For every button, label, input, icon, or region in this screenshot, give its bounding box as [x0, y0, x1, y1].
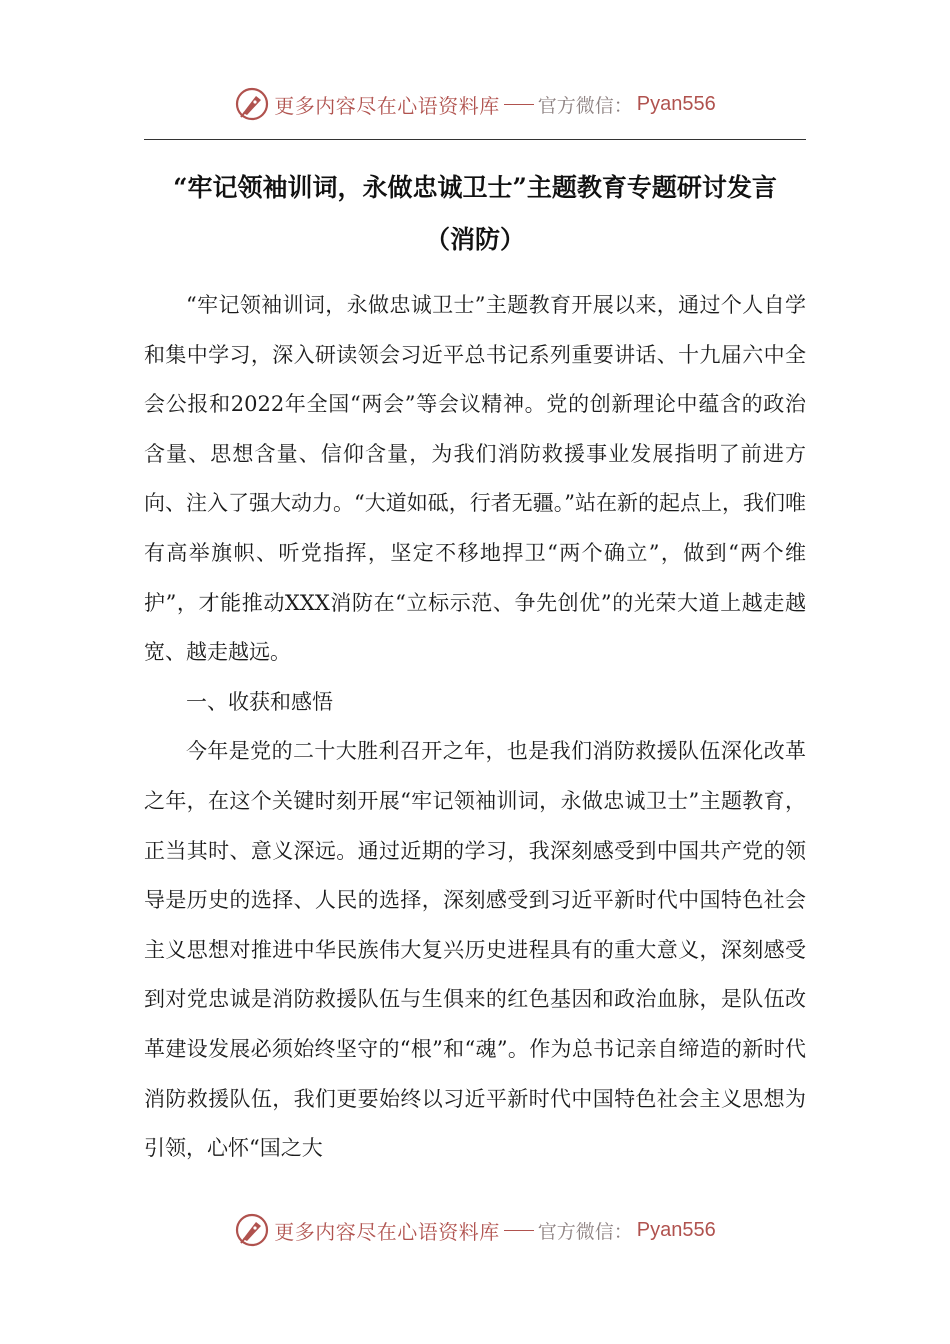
banner-main-text: 更多内容尽在心语资料库 [274, 1219, 500, 1244]
banner-wechat-id: Pyan556 [636, 92, 716, 115]
document-body [144, 281, 806, 1174]
banner-dash [504, 104, 534, 105]
paragraph: 今年是党的二十大胜利召开之年，也是我们消防救援队伍深化改革之年，在这个关键时刻开展“牢记领袖训词，永做忠诚卫士”主题教育，正当其时、意义深远。通过近期的学习，我深刻感受到中国共产党的领导是历史的选择、人民的选择，深刻感受到习近平新时代中国特色社会主义思想对推进中华民族伟大复兴历史进程具有的重大意义，深刻感受到对党忠诚是消防救援队伍与生俱来的红色基因和政治血脉，是队伍改革建设发展必须始终坚守的“根”和“魂”。作为总书记亲自缔造的新时代消防救援队伍，我们更要始终以习近平新时代中国特色社会主义思想为引领，心怀“国之大 [144, 739, 806, 1161]
banner-main-text: 更多内容尽在心语资料库 [274, 93, 500, 118]
banner-dash [504, 1230, 534, 1231]
paragraph: “牢记领袖训词，永做忠诚卫士”主题教育开展以来，通过个人自学和集中学习，深入研读领会习近平总书记系列重要讲话、十九届六中全会公报和2022年全国“两会”等会议精神。党的创新理论中蕴含的政治含量、思想含量、信仰含量，为我们消防救援事业发展指明了前进方向、注入了强大动力。“大道如砥，行者无疆。”站在新的起点上，我们唯有高举旗帜、听党指挥，坚定不移地捍卫“两个确立”，做到“两个维护”，才能推动XXX消防在“立标示范、争先创优”的光荣大道上越走越宽、越走越远。 [144, 293, 806, 665]
pen-nib-logo-icon [234, 86, 270, 122]
document-title: “牢记领袖训词，永做忠诚卫士”主题教育专题研讨发言 [173, 173, 777, 202]
footer-banner [0, 1208, 950, 1252]
banner-wechat-label: 官方微信： [537, 1220, 633, 1243]
banner-wechat-label: 官方微信： [537, 94, 633, 117]
pen-nib-logo-icon [234, 1212, 270, 1248]
document-subtitle: （消防） [424, 225, 525, 254]
header-banner [0, 82, 950, 126]
section-heading: 一、收获和感悟 [186, 689, 333, 714]
banner-wechat-id: Pyan556 [636, 1218, 716, 1241]
header-divider [144, 139, 806, 140]
